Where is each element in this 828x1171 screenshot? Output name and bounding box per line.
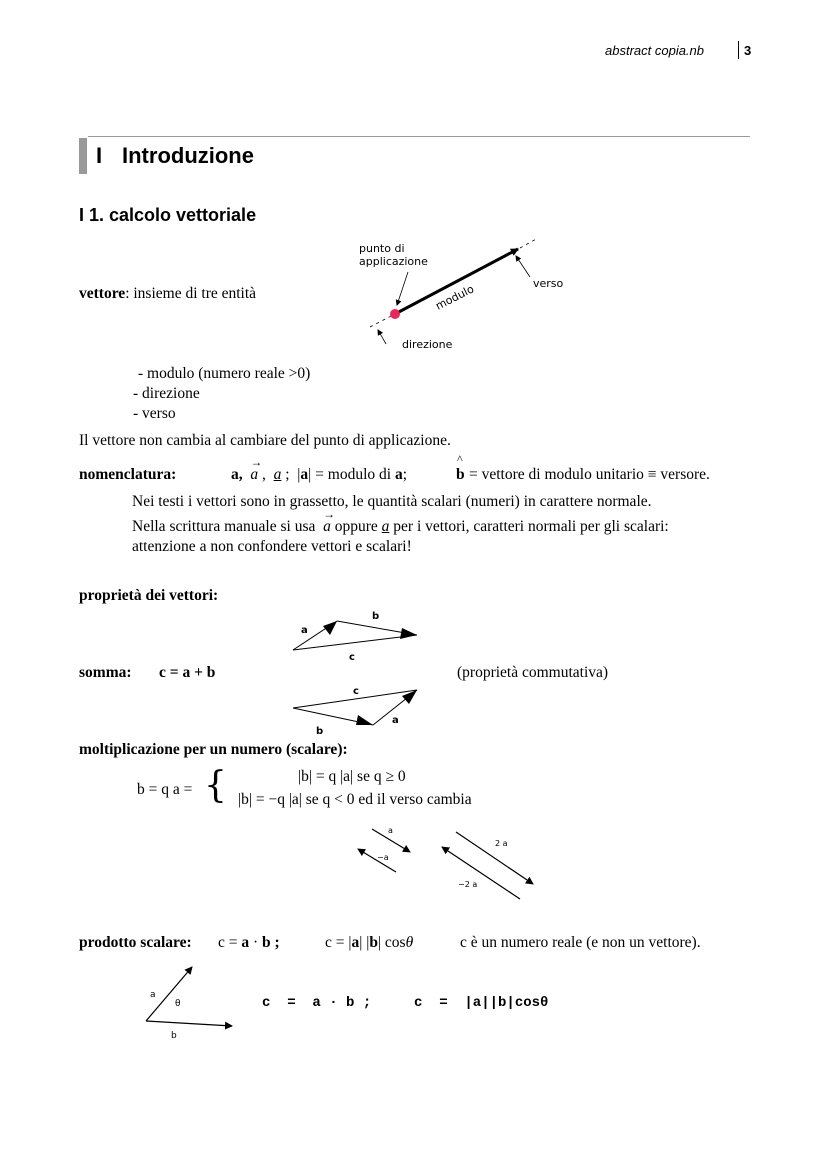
vector-neg-two-a [442,847,520,899]
vector-definition [79,285,256,303]
dot-product-diagram [140,962,240,1042]
vector-b-dot [146,1021,232,1026]
pointer-verso [516,256,530,277]
vector-anatomy-diagram [350,232,580,357]
mono-formula2: c = |a||b|cosθ [414,995,549,1011]
scalar-mult-title: moltiplicazione per un numero (scalare): [79,741,348,758]
symbol-bold-a: a, [231,466,243,483]
section-title: Introduzione [122,143,254,168]
label-neg-two-a: −2 a [458,880,478,889]
label-verso: verso [533,277,564,290]
label-a-dot: a [150,990,156,1000]
list-item: - modulo (numero reale >0) [138,365,311,382]
label-a-top: a [301,625,308,636]
nomenclature-line3: attenzione a non confondere vettori e scalari! [132,538,412,555]
brace-symbol: { [204,765,227,806]
label-c-top: c [349,652,355,663]
hat-definition: = vettore di modulo unitario ≡ versore. [469,466,710,483]
section-rule [88,136,750,137]
sum-label: somma: [79,664,132,681]
list-item: - direzione [133,385,200,402]
symbol-underline-a: a [273,466,282,483]
label-applicazione: applicazione [359,255,428,268]
nomenclature-line2: Nella scrittura manuale si usa → a oppure a per i vettori, caratteri normali per gli scalari: [132,507,669,535]
header-divider [738,41,739,59]
label-a-bottom: a [392,715,399,726]
subsection-title: I 1. calcolo vettoriale [79,205,257,225]
label-punto-di: punto di [359,242,405,255]
header-filename: abstract copia.nb [605,43,705,58]
scalar-case-positive: |b| = q |a| se q ≥ 0 [298,768,406,785]
dot-product-formula1: c = a · b ; [218,934,280,951]
label-b-top: b [372,611,380,622]
mono-formula1: c = a · b ; [262,995,372,1011]
pointer-application [397,272,408,305]
label-modulo: modulo [433,282,477,313]
sum-diagram [285,605,430,735]
abs-definition: = modulo di [315,466,392,483]
label-b-dot: b [171,1031,177,1041]
scalar-mult-diagram [350,822,540,904]
dot-product-label: prodotto scalare: [79,934,192,951]
nomenclature-line1: Nei testi i vettori sono in grassetto, le quantità scalari (numeri) in carattere normale. [132,493,652,510]
section-bar [79,138,87,174]
label-neg-a-small: −a [377,853,389,862]
nomenclature-label: nomenclatura: [79,466,177,483]
section-number: I [96,143,103,168]
label-two-a: 2 a [495,839,508,848]
term-vettore: vettore [79,285,126,302]
header-page-number: 3 [744,43,752,58]
label-theta: θ [175,999,181,1009]
nomenclature-symbols: a, → a , a ; |a| = modulo di a; [231,455,411,483]
scalar-case-negative: |b| = −q |a| se q < 0 ed il verso cambia [238,791,472,808]
label-b-bottom: b [316,726,324,735]
definition-text: : insieme di tre entità [125,285,257,302]
label-c-bottom: c [353,686,359,697]
direction-line-head [520,238,538,248]
application-point [390,309,400,319]
sum-formula: c = a + b [159,664,216,681]
properties-title: proprietà dei vettori: [79,587,219,604]
label-direzione: direzione [402,338,453,351]
symbol-hat-b: ^ b [456,452,465,483]
commutative-note: (proprietà commutativa) [457,664,609,681]
dot-product-formula2: c = |a| |b| cosθ [325,934,414,951]
dot-product-note: c è un numero reale (e non un vettore). [460,934,701,951]
list-item: - verso [133,405,176,422]
scalar-mult-lhs: b = q a = [137,781,193,798]
application-note: Il vettore non cambia al cambiare del punto di applicazione. [79,432,451,449]
symbol-arrow-a: → a [250,455,263,483]
pointer-direzione [378,330,386,344]
label-a-small: a [388,826,393,835]
